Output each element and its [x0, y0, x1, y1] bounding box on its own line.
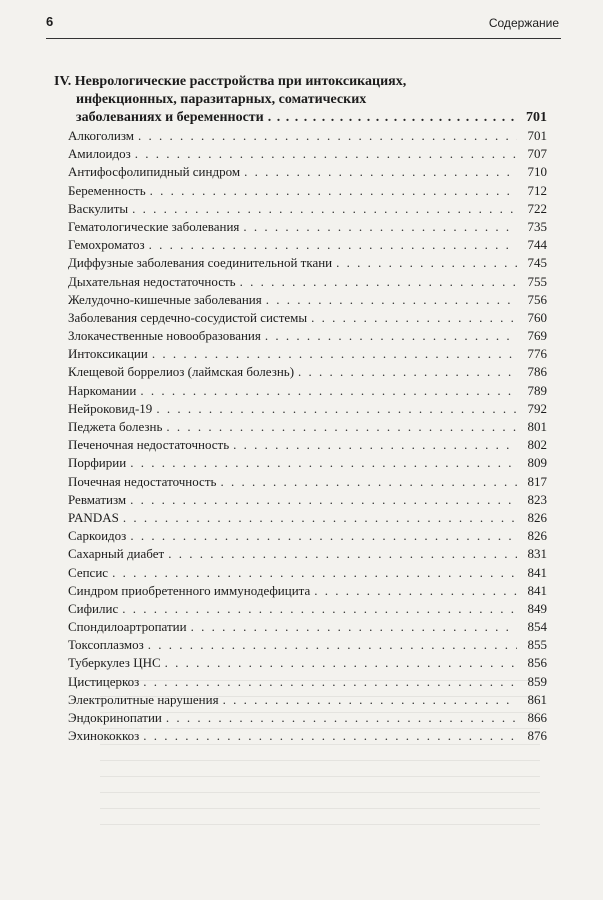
dot-leader: [140, 382, 517, 400]
section-heading-last-line: [54, 109, 547, 127]
dot-leader: [240, 273, 517, 291]
toc-entry: [54, 491, 547, 509]
toc-entry: [54, 709, 547, 727]
toc-entry-label: Почечная недостаточность: [68, 473, 217, 489]
toc-entry-label: Порфирии: [68, 455, 127, 471]
section-page-number: 701: [526, 110, 547, 125]
toc-entry-page: 707: [527, 146, 547, 162]
toc-entry-label: Саркоидоз: [68, 528, 127, 544]
toc-entry: [54, 345, 547, 363]
dot-leader: [112, 564, 517, 582]
toc-entry-page: 817: [527, 473, 547, 489]
toc-entry-page: 841: [527, 564, 547, 580]
dot-leader: [314, 582, 517, 600]
dot-leader: [143, 727, 517, 745]
dot-leader: [150, 182, 517, 200]
toc-entry-label: Эндокринопатии: [68, 710, 162, 725]
toc-entry-page: 792: [527, 400, 547, 416]
dot-leader: [149, 236, 517, 254]
dot-leader: [123, 509, 517, 527]
dot-leader: [223, 691, 517, 709]
toc-entry: [54, 200, 547, 218]
toc-entry-label: Сифилис: [68, 600, 119, 616]
toc-entry-page: 823: [527, 491, 547, 507]
toc-entry-page: 776: [527, 346, 547, 362]
toc-entry: [54, 145, 547, 163]
toc-entry-page: 745: [527, 255, 547, 271]
toc-entry: [54, 527, 547, 545]
toc-entry-page: 769: [527, 328, 547, 344]
dot-leader: [244, 163, 517, 181]
toc-entry-page: 854: [527, 619, 547, 635]
toc-entry: [54, 545, 547, 563]
toc-entry-label: Васкулиты: [68, 200, 129, 216]
toc-entry-label: Дыхательная недостаточность: [68, 273, 236, 289]
section-title-line-1: IV. Неврологические расстройства при интоксикациях,: [54, 74, 407, 89]
toc-entry: [54, 691, 547, 709]
toc-entry: [54, 218, 547, 236]
dot-leader: [298, 363, 517, 381]
toc-entry-page: 735: [527, 218, 547, 234]
toc-entry-page: 876: [527, 728, 547, 744]
toc-entry-label: PANDAS: [68, 509, 119, 525]
toc-entry-label: Эхинококкоз: [68, 728, 140, 744]
toc-entry: [54, 400, 547, 418]
dot-leader: [152, 345, 517, 363]
toc-entry-label: Клещевой боррелиоз (лаймская болезнь): [68, 364, 295, 380]
toc-entry-page: 802: [527, 437, 547, 453]
toc-entry-page: 801: [527, 419, 547, 434]
toc-entry: [54, 382, 547, 400]
toc-entry: [54, 291, 547, 309]
dot-leader: [220, 473, 517, 491]
toc-entry-label: Синдром приобретенного иммунодефицита: [68, 582, 311, 598]
toc-entry-label: Спондилоартропатии: [68, 619, 187, 635]
dot-leader: [132, 200, 517, 218]
toc-entry-label: Наркомании: [68, 382, 137, 398]
dot-leader: [336, 254, 517, 272]
toc-entry-label: Алкоголизм: [68, 128, 134, 143]
toc-entry-label: Антифосфолипидный синдром: [68, 164, 241, 180]
toc-entry-page: 755: [527, 273, 547, 289]
toc-entry-page: 809: [527, 455, 547, 471]
dot-leader: [138, 127, 517, 145]
toc-entry-page: 849: [527, 600, 547, 616]
toc-entry: [54, 564, 547, 582]
toc-entry: [54, 673, 547, 691]
toc-entry: [54, 163, 547, 181]
dot-leader: [130, 491, 517, 509]
toc-entry-page: 756: [527, 291, 547, 307]
toc-entry-label: Заболевания сердечно-сосудистой системы: [68, 309, 308, 325]
dot-leader: [265, 327, 517, 345]
toc-entry-page: 841: [527, 582, 547, 598]
toc-entry-page: 866: [527, 710, 547, 725]
dot-leader: [191, 618, 517, 636]
toc-entry-label: Электролитные нарушения: [68, 691, 219, 707]
toc-entry-page: 861: [527, 691, 547, 707]
toc-entry-label: Печеночная недостаточность: [68, 437, 230, 453]
toc-entry-label: Злокачественные новообразования: [68, 328, 261, 344]
toc-entry-page: 855: [527, 637, 547, 653]
dot-leader: [268, 109, 517, 127]
toc-entry: [54, 236, 547, 254]
toc-entry-page: 760: [527, 309, 547, 325]
toc-entry-page: 831: [527, 546, 547, 562]
page-header: [0, 0, 603, 46]
toc-entry: [54, 436, 547, 454]
toc-entry-label: Сепсис: [68, 564, 109, 580]
dot-leader: [243, 218, 517, 236]
toc-entry: [54, 600, 547, 618]
toc-entry-label: Интоксикации: [68, 346, 148, 362]
toc-entries: [54, 127, 547, 745]
dot-leader: [165, 654, 517, 672]
toc-entry-label: Педжета болезнь: [68, 419, 163, 434]
toc-entry-page: 826: [527, 509, 547, 525]
dot-leader: [168, 545, 517, 563]
toc-entry-label: Токсоплазмоз: [68, 637, 144, 653]
dot-leader: [130, 527, 517, 545]
page-number: 6: [46, 14, 54, 29]
toc-entry-label: Сахарный диабет: [68, 546, 165, 562]
toc-entry: [54, 363, 547, 381]
toc-entry: [54, 727, 547, 745]
section-title-line-2: инфекционных, паразитарных, соматических: [76, 92, 367, 107]
toc-entry: [54, 509, 547, 527]
toc-entry-label: Туберкулез ЦНС: [68, 655, 161, 671]
toc-entry-label: Амилоидоз: [68, 146, 131, 162]
toc-entry: [54, 454, 547, 472]
toc-entry-page: 856: [527, 655, 547, 671]
toc-entry-label: Гемохроматоз: [68, 237, 145, 253]
section-heading: [54, 73, 547, 109]
toc-entry-page: 701: [527, 128, 547, 143]
dot-leader: [156, 400, 517, 418]
dot-leader: [130, 454, 517, 472]
toc-entry-label: Диффузные заболевания соединительной ткани: [68, 255, 333, 271]
toc-entry-label: Ревматизм: [68, 491, 127, 507]
toc-entry-page: 712: [527, 182, 547, 198]
toc-entry-label: Гематологические заболевания: [68, 218, 240, 234]
toc-entry: [54, 618, 547, 636]
dot-leader: [143, 673, 517, 691]
toc-entry-label: Нейроковид-19: [68, 400, 153, 416]
running-title: Содержание: [488, 16, 559, 30]
toc-entry-label: Желудочно-кишечные заболевания: [68, 291, 262, 307]
toc-entry: [54, 473, 547, 491]
table-of-contents: [54, 73, 547, 745]
toc-entry: [54, 327, 547, 345]
toc-entry-label: Цистицеркоз: [68, 673, 140, 689]
dot-leader: [311, 309, 517, 327]
toc-entry: [54, 582, 547, 600]
dot-leader: [135, 145, 517, 163]
toc-entry: [54, 254, 547, 272]
toc-entry: [54, 182, 547, 200]
toc-entry-page: 789: [527, 382, 547, 398]
toc-entry-label: Беременность: [68, 182, 146, 198]
dot-leader: [266, 291, 517, 309]
toc-entry: [54, 636, 547, 654]
dot-leader: [122, 600, 517, 618]
dot-leader: [148, 636, 517, 654]
toc-entry: [54, 127, 547, 145]
section-title-line-3: заболеваниях и беременности: [76, 110, 264, 125]
dot-leader: [233, 436, 517, 454]
toc-entry-page: 744: [527, 237, 547, 253]
toc-entry-page: 859: [527, 673, 547, 689]
dot-leader: [166, 709, 517, 727]
toc-entry-page: 826: [527, 528, 547, 544]
toc-entry-page: 722: [527, 200, 547, 216]
toc-entry: [54, 654, 547, 672]
toc-entry-page: 710: [527, 164, 547, 180]
toc-entry: [54, 273, 547, 291]
toc-entry: [54, 309, 547, 327]
toc-entry: [54, 418, 547, 436]
dot-leader: [166, 418, 517, 436]
header-rule: [46, 38, 561, 39]
toc-entry-page: 786: [527, 364, 547, 380]
